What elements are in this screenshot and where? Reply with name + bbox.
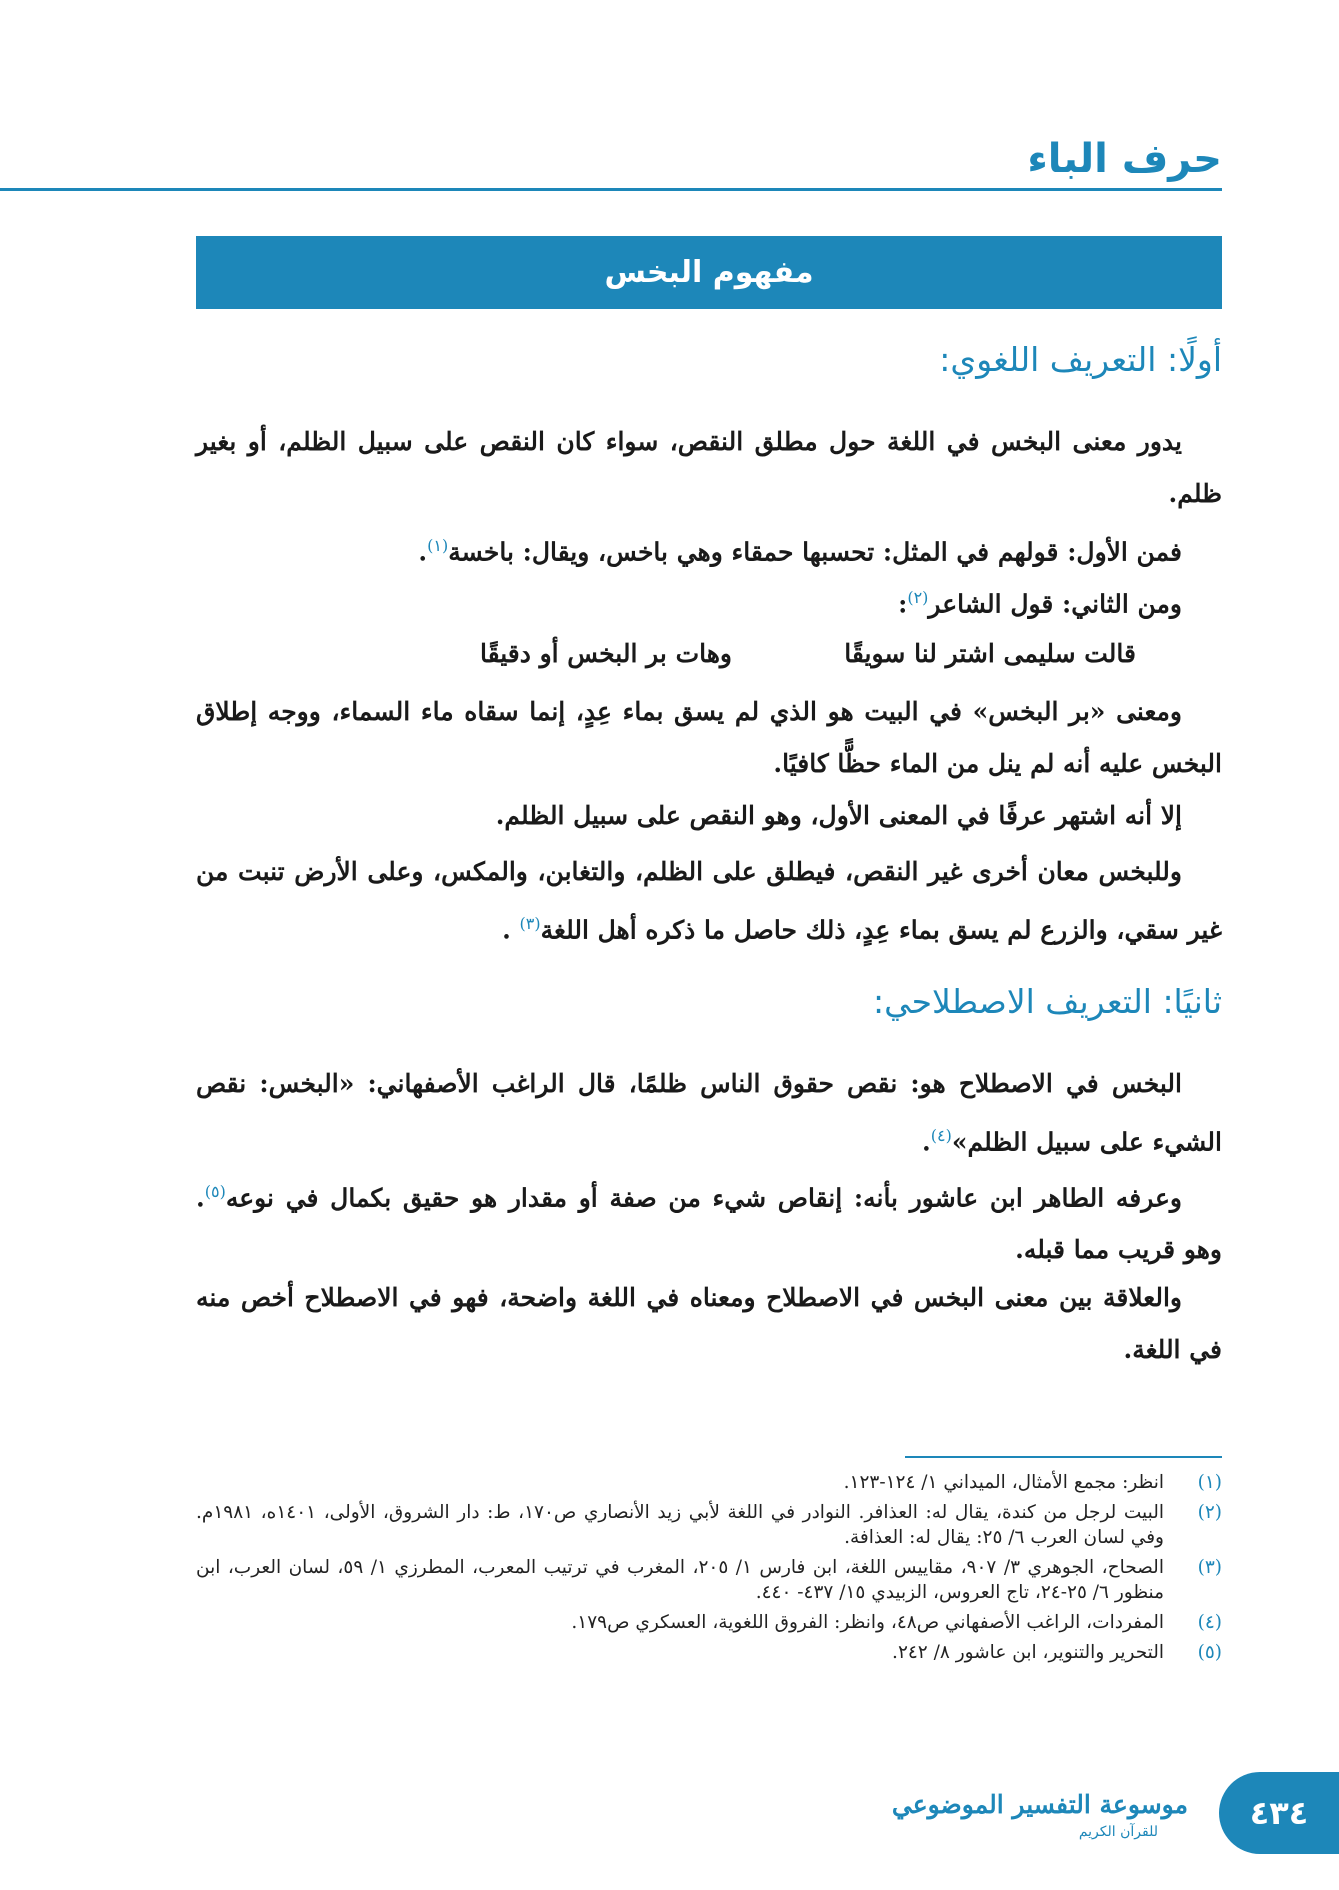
footnote-2 (196, 1500, 1222, 1550)
section-heading-linguistic: أولًا: التعريف اللغوي: (939, 340, 1222, 379)
footnote-number: (١) (1197, 1472, 1222, 1493)
footnote-text: انظر: مجمع الأمثال، الميداني ١/ ١٢٤-١٢٣. (843, 1472, 1164, 1493)
footnote-text: التحرير والتنوير، ابن عاشور ٨/ ٢٤٢. (892, 1642, 1164, 1663)
paragraph-relationship: والعلاقة بين معنى البخس في الاصطلاح ومعناه في اللغة واضحة، فهو في الاصطلاح أخص منه في اللغة. (196, 1283, 1222, 1364)
footnote-number: (٣) (1197, 1557, 1222, 1578)
paragraph-common-usage: إلا أنه اشتهر عرفًا في المعنى الأول، وهو النقص على سبيل الظلم. (495, 801, 1182, 830)
section-heading-terminological: ثانيًا: التعريف الاصطلاحي: (873, 982, 1222, 1021)
footnote-text: الصحاح، الجوهري ٣/ ٩٠٧، مقاييس اللغة، ابن فارس ١/ ٢٠٥، المغرب في ترتيب المعرب، المطرزي ١/ ٥٩، لسان العرب، ابن منظور ٦/ ٢٥-٢٤، تاج العروس، الزبيدي ١٥/ ٤٣٧- ٤٤٠. (196, 1557, 1164, 1603)
footnote-text: البيت لرجل من كندة، يقال له: العذافر. النوادر في اللغة لأبي زيد الأنصاري ص١٧٠، ط: دار الشروق، الأولى، ١٤٠١ه، ١٩٨١م. وفي لسان العرب ٦/ ٢٥: يقال له: العذافة. (196, 1502, 1164, 1548)
footnote-ref-5[interactable]: (٥) (204, 1182, 226, 1201)
other-meanings-text: وللبخس معان أخرى غير النقص، فيطلق على الظلم، والتغابن، والمكس، وعلى الأرض تنبت من غير سقي، والزرع لم يسق بماء عِدٍ، ذلك حاصل ما ذكره أهل اللغة (196, 857, 1222, 945)
footnote-number: (٥) (1197, 1642, 1222, 1663)
footnote-1 (196, 1470, 1222, 1495)
first-meaning-lead: فمن الأول: (1067, 537, 1182, 567)
footnote-3 (196, 1555, 1222, 1605)
page-number: ٤٣٤ (1219, 1772, 1339, 1854)
footnotes (196, 1470, 1222, 1670)
second-meaning-text: ومن الثاني: قول الشاعر (928, 589, 1182, 619)
poem-verse (196, 628, 1222, 680)
footnote-ref-2[interactable]: (٢) (907, 588, 929, 607)
first-meaning-text: قولهم في المثل: تحسبها حمقاء وهي باخس، ويقال: باخسة (448, 537, 1068, 567)
term-definition-text: البخس في الاصطلاح هو: نقص حقوق الناس ظلمًا، قال الراغب الأصفهاني: «البخس: نقص الشيء على سبيل الظلم» (196, 1069, 1222, 1157)
ibn-ashur-text: وعرفه الطاهر ابن عاشور بأنه: إنقاص شيء من صفة أو مقدار هو حقيق بكمال في نوعه (225, 1183, 1182, 1213)
paragraph-second-meaning: ومن الثاني: قول الشاعر$^{(٢)}$: (898, 588, 1182, 619)
footnote-ref-1[interactable]: (١) (427, 536, 449, 555)
paragraph-term-definition: البخس في الاصطلاح هو: نقص حقوق الناس ظلمًا، قال الراغب الأصفهاني: «البخس: نقص الشيء على سبيل الظلم»$^{(٤)}$. (196, 1069, 1222, 1157)
paragraph-ibn-ashur: وعرفه الطاهر ابن عاشور بأنه: إنقاص شيء من صفة أو مقدار هو حقيق بكمال في نوعه$^{(٥)}$. وهو قريب مما قبله. (196, 1182, 1222, 1265)
footnote-4 (196, 1610, 1222, 1635)
brand-subtitle: للقرآن الكريم (1078, 1824, 1158, 1840)
chapter-title: حرف الباء (1027, 136, 1222, 182)
title-banner: مفهوم البخس (196, 236, 1222, 309)
brand-title: موسوعة التفسير الموضوعي (891, 1790, 1188, 1819)
paragraph-first-meaning: فمن الأول: قولهم في المثل: تحسبها حمقاء وهي باخس، ويقال: باخسة$^{(١)}$. (418, 536, 1182, 567)
footnote-ref-4[interactable]: (٤) (930, 1126, 952, 1145)
poem-second-hemistich: وهات بر البخس أو دقيقًا (479, 639, 732, 668)
poem-first-hemistich: قالت سليمى اشتر لنا سويقًا (844, 639, 1136, 668)
page-header (0, 118, 1222, 191)
footnote-5 (196, 1640, 1222, 1665)
footnote-ref-3[interactable]: (٣) (519, 914, 541, 933)
footnote-text: المفردات، الراغب الأصفهاني ص٤٨، وانظر: الفروق اللغوية، العسكري ص١٧٩. (571, 1612, 1164, 1633)
footnote-separator (905, 1456, 1222, 1458)
paragraph-other-meanings: وللبخس معان أخرى غير النقص، فيطلق على الظلم، والتغابن، والمكس، وعلى الأرض تنبت من غير سقي، والزرع لم يسق بماء عِدٍ، ذلك حاصل ما ذكره أهل اللغة$^{(٣)}$ . (196, 857, 1222, 945)
encyclopedia-logo (891, 1788, 1188, 1850)
footnote-number: (٤) (1197, 1612, 1222, 1633)
footnote-number: (٢) (1197, 1502, 1222, 1523)
paragraph-verse-meaning: ومعنى «بر البخس» في البيت هو الذي لم يسق بماء عِدٍ، إنما سقاه ماء السماء، ووجه إطلاق البخس عليه أنه لم ينل من الماء حظًّا كافيًا. (196, 697, 1222, 778)
paragraph-linguistic-intro: يدور معنى البخس في اللغة حول مطلق النقص، سواء كان النقص على سبيل الظلم، أو بغير ظلم. (196, 427, 1222, 508)
